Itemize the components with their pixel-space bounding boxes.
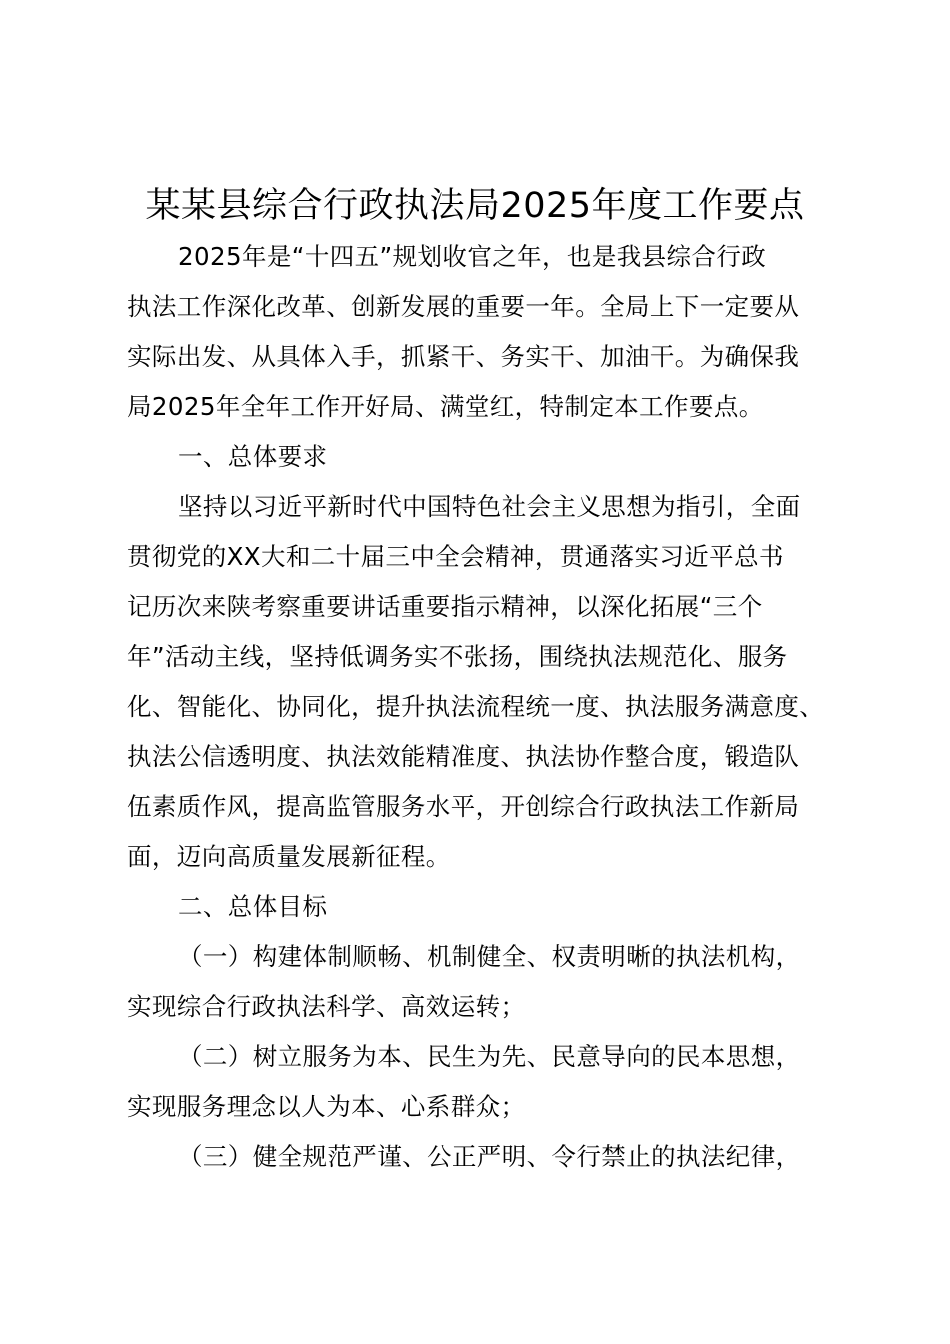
- text-line: 化、智能化、协同化，提升执法流程统一度、执法服务满意度、: [127, 692, 825, 721]
- text-line: 记历次来陕考察重要讲话重要指示精神，以深化拓展“三个: [127, 592, 763, 621]
- text-line: （二）树立服务为本、民生为先、民意导向的民本思想，: [178, 1042, 801, 1071]
- paragraph-goal-2: [127, 1032, 837, 1132]
- text-line: 实现服务理念以人为本、心系群众；: [127, 1092, 526, 1121]
- text-line: 伍素质作风，提高监管服务水平，开创综合行政执法工作新局: [127, 792, 800, 821]
- paragraph-requirements: [127, 482, 837, 882]
- text-line: 年”活动主线，坚持低调务实不张扬，围绕执法规范化、服务: [127, 642, 788, 671]
- text-line: 局2025年全年工作开好局、满堂红，特制定本工作要点。: [127, 392, 764, 421]
- section-heading: 二、总体目标: [178, 892, 328, 921]
- text-line: 实现综合行政执法科学、高效运转；: [127, 992, 526, 1021]
- section-heading-requirements: [127, 432, 837, 482]
- text-line: 执法工作深化改革、创新发展的重要一年。全局上下一定要从: [127, 292, 800, 321]
- document-title: 某某县综合行政执法局2025年度工作要点: [145, 186, 805, 226]
- paragraph-goal-3: [127, 1132, 837, 1182]
- paragraph-intro: [127, 232, 837, 432]
- section-heading: 一、总体要求: [178, 442, 328, 471]
- document-body: [127, 232, 837, 1182]
- text-line: 执法公信透明度、执法效能精准度、执法协作整合度，锻造队: [127, 742, 800, 771]
- text-line: 贯彻党的XX大和二十届三中全会精神，贯通落实习近平总书: [127, 542, 784, 571]
- text-line: （一）构建体制顺畅、机制健全、权责明晰的执法机构，: [178, 942, 801, 971]
- text-line: 实际出发、从具体入手，抓紧干、务实干、加油干。为确保我: [127, 342, 800, 371]
- text-line: （三）健全规范严谨、公正严明、令行禁止的执法纪律，: [178, 1142, 801, 1171]
- text-line: 2025年是“十四五”规划收官之年，也是我县综合行政: [178, 242, 767, 271]
- text-line: 面，迈向高质量发展新征程。: [127, 842, 451, 871]
- text-line: 坚持以习近平新时代中国特色社会主义思想为指引，全面: [178, 492, 801, 521]
- section-heading-goals: [127, 882, 837, 932]
- paragraph-goal-1: [127, 932, 837, 1032]
